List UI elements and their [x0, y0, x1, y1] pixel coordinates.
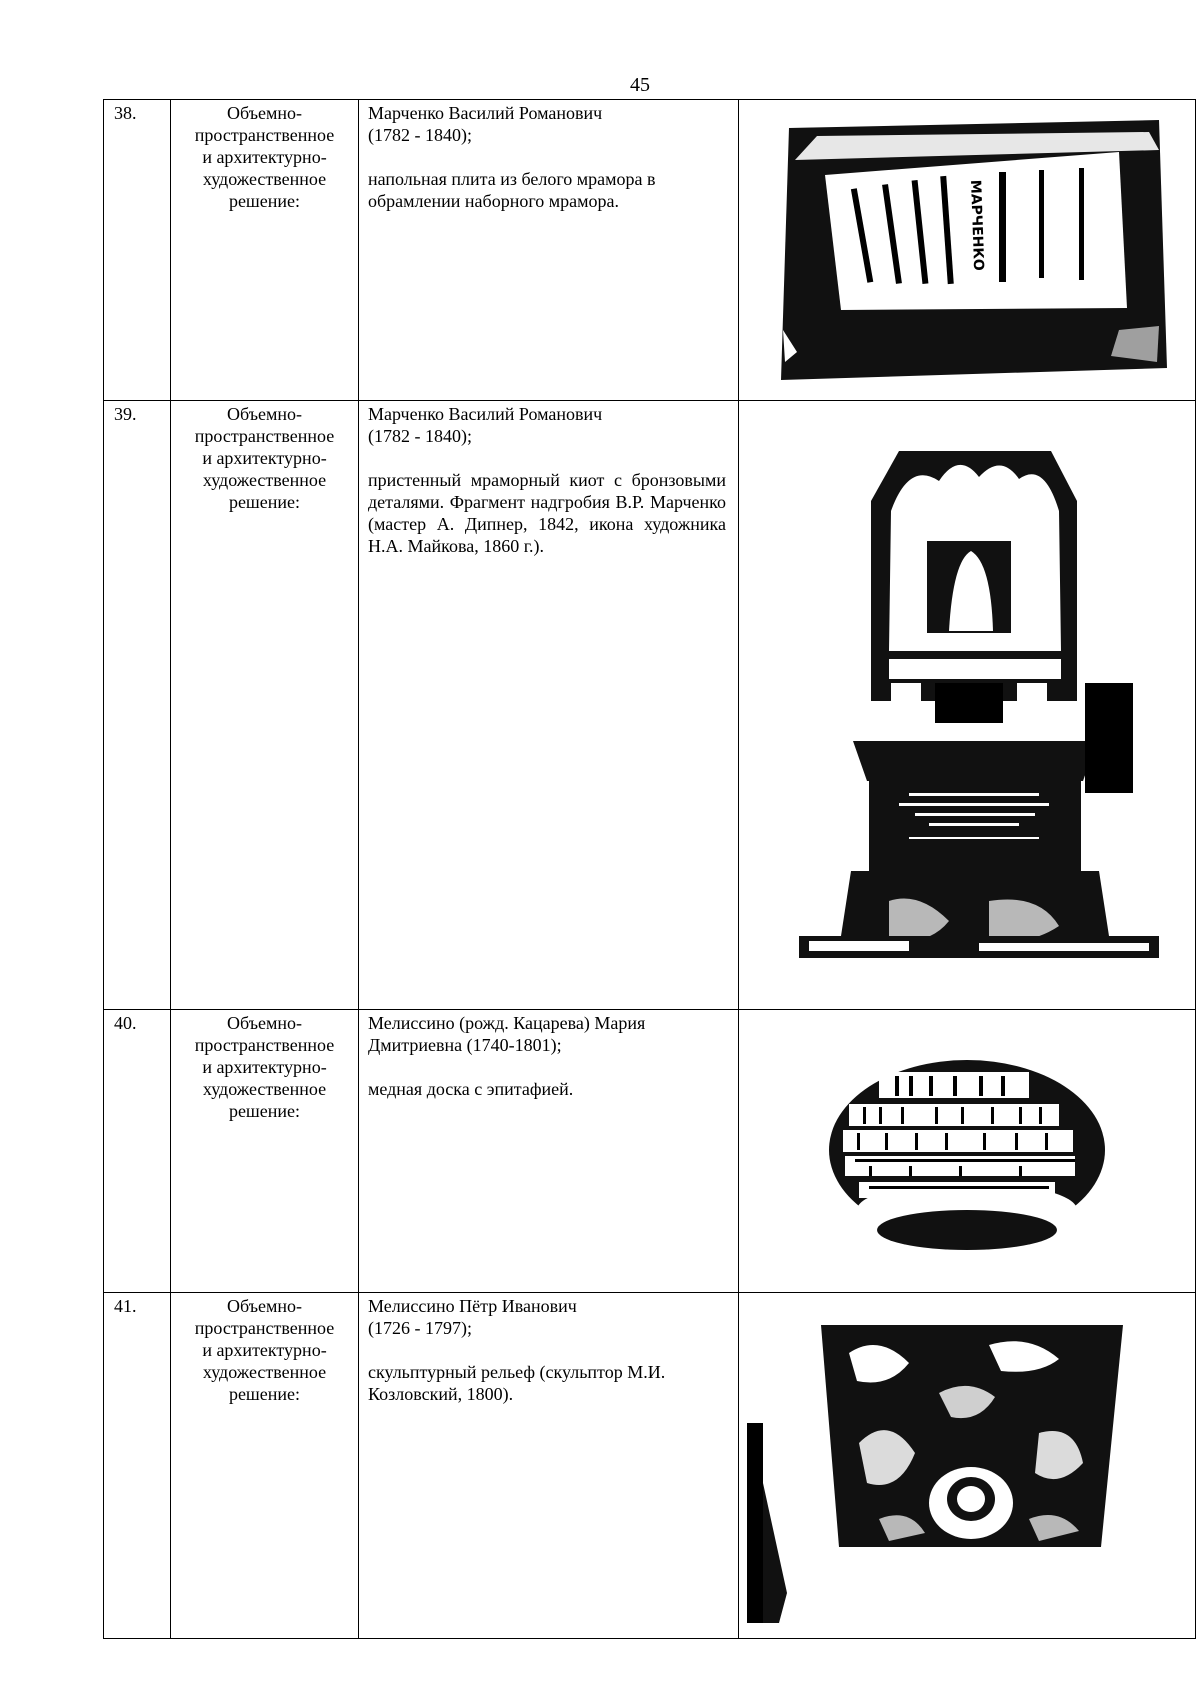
person-name: Мелиссино Пётр Иванович [368, 1296, 577, 1316]
category-line: художественное [202, 1079, 327, 1099]
table-row [104, 1010, 1196, 1293]
slab-inscription: МАРЧЕНКО [967, 179, 987, 272]
category-line: пространственное [194, 125, 335, 145]
category-line: пространственное [194, 426, 335, 446]
photo-cell [739, 1010, 1196, 1293]
life-dates: (1782 - 1840); [368, 125, 472, 145]
category-line: решение: [228, 191, 301, 211]
description-cell [359, 1010, 739, 1293]
object-description: скульптурный рельеф (скульптор М.И. Козловский, 1800). [368, 1362, 666, 1404]
category-cell [171, 1010, 359, 1293]
row-number: 41. [104, 1293, 171, 1639]
category-line: решение: [228, 1384, 301, 1404]
object-description: медная доска с эпитафией. [368, 1079, 574, 1099]
person-name: Марченко Василий Романович [368, 103, 603, 123]
photo-cell [739, 1293, 1196, 1639]
monument-register-table [103, 99, 1196, 1639]
row-number: 38. [104, 100, 171, 401]
category-line: и архитектурно- [202, 1340, 327, 1360]
floor-slab-photo-icon [739, 100, 1195, 400]
category-line: и архитектурно- [202, 1057, 327, 1077]
category-cell [171, 100, 359, 401]
page-number: 45 [630, 74, 650, 96]
life-dates: (1726 - 1797); [368, 1318, 472, 1338]
row-number: 39. [104, 401, 171, 1010]
table-row [104, 100, 1196, 401]
category-line: художественное [202, 1362, 327, 1382]
object-description: пристенный мраморный киот с бронзовыми деталями. Фрагмент надгробия В.Р. Марченко (мастер А. Дипнер, 1842, икона художника Н.А. Майкова, 1860 г.). [368, 470, 726, 556]
description-cell [359, 401, 739, 1010]
photo-cell [739, 401, 1196, 1010]
category-line: Объемно- [226, 103, 303, 123]
life-dates: (1782 - 1840); [368, 426, 472, 446]
row-number: 40. [104, 1010, 171, 1293]
category-line: решение: [228, 492, 301, 512]
copper-plaque-photo-icon [739, 1010, 1195, 1292]
table-row [104, 401, 1196, 1010]
category-line: и архитектурно- [202, 448, 327, 468]
wall-icon-case-photo-icon [739, 401, 1195, 1009]
table-row [104, 1293, 1196, 1639]
category-line: художественное [202, 470, 327, 490]
photo-cell [739, 100, 1196, 401]
person-name: Мелиссино (рожд. Кацарева) Мария [368, 1013, 646, 1033]
description-cell [359, 100, 739, 401]
category-line: решение: [228, 1101, 301, 1121]
description-cell [359, 1293, 739, 1639]
category-line: и архитектурно- [202, 147, 327, 167]
category-cell [171, 1293, 359, 1639]
category-line: Объемно- [226, 404, 303, 424]
object-description: напольная плита из белого мрамора в обрамлении наборного мрамора. [368, 169, 656, 211]
category-line: пространственное [194, 1318, 335, 1338]
category-cell [171, 401, 359, 1010]
person-name: Марченко Василий Романович [368, 404, 603, 424]
category-line: пространственное [194, 1035, 335, 1055]
life-dates: Дмитриевна (1740-1801); [368, 1035, 562, 1055]
sculptural-relief-photo-icon [739, 1293, 1195, 1638]
category-line: художественное [202, 169, 327, 189]
category-line: Объемно- [226, 1013, 303, 1033]
category-line: Объемно- [226, 1296, 303, 1316]
